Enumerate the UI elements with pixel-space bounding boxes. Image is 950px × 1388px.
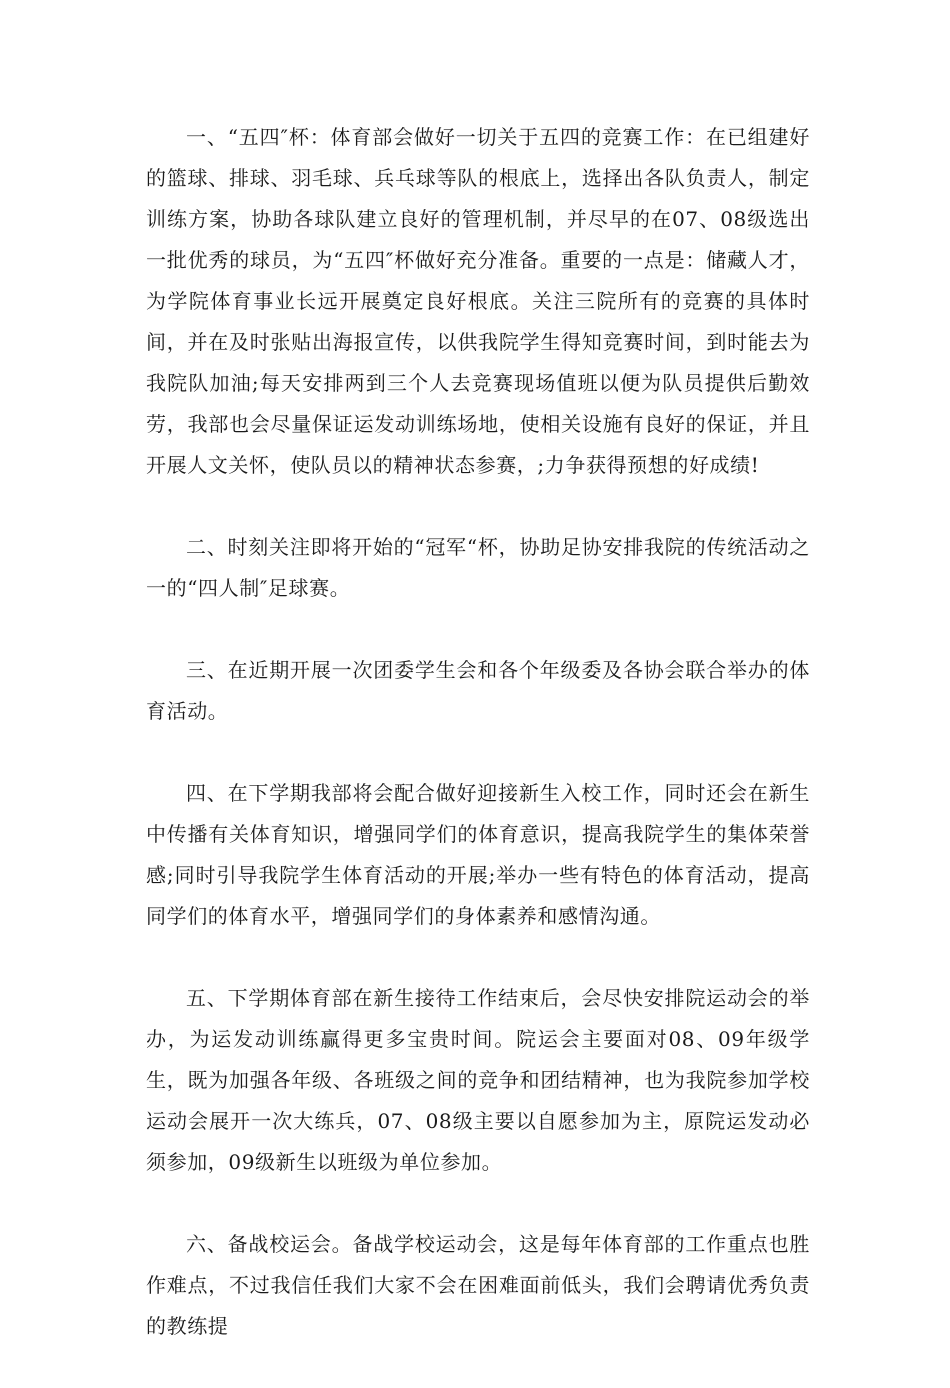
paragraph-3: 三、在近期开展一次团委学生会和各个年级委及各协会联合举办的体育活动。 [146,658,810,723]
paragraph-5: 五、下学期体育部在新生接待工作结束后，会尽快安排院运动会的举办，为运发动训练赢得更多宝贵时间。院运会主要面对08、09年级学生，既为加强各年级、各班级之间的竞争和团结精神，也为我院参加学校运动会展开一次大练兵，07、08级主要以自愿参加为主，原院运发动必须参加，09级新生以班级为单位参加。 [146,986,810,1174]
paragraph-2: 二、时刻关注即将开始的“冠军“杯，协助足协安排我院的传统活动之一的“四人制″足球赛。 [146,535,810,600]
paragraph-6: 六、备战校运会。备战学校运动会，这是每年体育部的工作重点也胜作难点，不过我信任我们大家不会在困难面前低头，我们会聘请优秀负责的教练提 [146,1232,810,1338]
paragraph-1: 一、“五四″杯：体育部会做好一切关于五四的竞赛工作：在已组建好的篮球、排球、羽毛球、兵乓球等队的根底上，选择出各队负责人，制定训练方案，协助各球队建立良好的管理机制，并尽早的在07、08级选出一批优秀的球员，为“五四″杯做好充分准备。重要的一点是：储藏人才，为学院体育事业长远开展奠定良好根底。关注三院所有的竞赛的具体时间，并在及时张贴出海报宣传，以供我院学生得知竞赛时间，到时能去为我院队加油;每天安排两到三个人去竞赛现场值班以便为队员提供后勤效劳，我部也会尽量保证运发动训练场地，使相关设施有良好的保证，并且开展人文关怀，使队员以的精神状态参赛，;力争获得预想的好成绩! [146,125,810,477]
paragraph-4: 四、在下学期我部将会配合做好迎接新生入校工作，同时还会在新生中传播有关体育知识，增强同学们的体育意识，提高我院学生的集体荣誉感;同时引导我院学生体育活动的开展;举办一些有特色的体育活动，提高同学们的体育水平，增强同学们的身体素养和感情沟通。 [146,781,810,928]
document-body [146,117,810,1388]
